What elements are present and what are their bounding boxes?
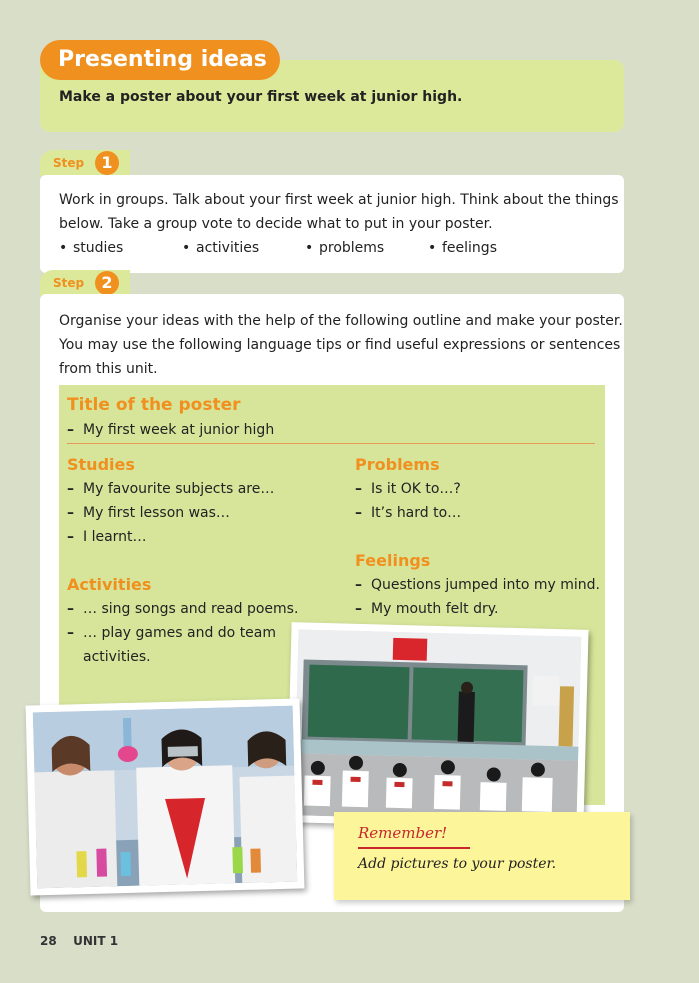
- science-lab-image: [33, 706, 298, 889]
- section-title: Presenting ideas: [40, 40, 280, 80]
- outline-title-heading: Title of the poster: [67, 395, 241, 415]
- list-item: – My favourite subjects are…: [67, 481, 275, 497]
- step1-label: Step: [53, 156, 85, 170]
- list-item: – I learnt…: [67, 529, 147, 545]
- note-title: Remember!: [358, 824, 448, 842]
- step1-text-line2: below. Take a group vote to decide what to put in your poster.: [59, 216, 493, 232]
- problems-heading: Problems: [355, 455, 440, 474]
- step2-text-line1: Organise your ideas with the help of the following outline and make your poster.: [59, 313, 623, 329]
- outline-divider: [67, 443, 595, 444]
- step2-number-icon: 2: [95, 271, 119, 295]
- list-item: – My mouth felt dry.: [355, 601, 499, 617]
- science-lab-photo: [26, 698, 305, 895]
- outline-title-item: – My first week at junior high: [67, 422, 275, 438]
- remember-note: [334, 812, 630, 900]
- bullet-item: • studies: [59, 240, 124, 256]
- page-number: 28: [40, 934, 57, 948]
- page-footer: [40, 934, 118, 948]
- list-item: – It’s hard to…: [355, 505, 462, 521]
- studies-heading: Studies: [67, 455, 135, 474]
- step1-text-line1: Work in groups. Talk about your first week at junior high. Think about the things: [59, 192, 619, 208]
- section-instruction: Make a poster about your first week at junior high.: [59, 89, 463, 105]
- list-item: – Is it OK to…?: [355, 481, 461, 497]
- step2-text-line2: You may use the following language tips or find useful expressions or sentences: [59, 337, 621, 353]
- classroom-image: [294, 629, 582, 822]
- step2-text-line3: from this unit.: [59, 361, 158, 377]
- list-item: – Questions jumped into my mind.: [355, 577, 600, 593]
- classroom-photo: [286, 622, 588, 830]
- bullet-item: • activities: [182, 240, 260, 256]
- activities-heading: Activities: [67, 575, 152, 594]
- step1-number-icon: 1: [95, 151, 119, 175]
- list-item: – My first lesson was…: [67, 505, 230, 521]
- step1-bullets: [59, 236, 599, 260]
- bullet-item: • feelings: [428, 240, 497, 256]
- feelings-heading: Feelings: [355, 551, 431, 570]
- unit-label: UNIT 1: [73, 934, 119, 948]
- list-item: – … sing songs and read poems.: [67, 601, 299, 617]
- bullet-item: • problems: [305, 240, 385, 256]
- note-underline: [358, 847, 470, 849]
- step2-label: Step: [53, 276, 85, 290]
- list-item: – … play games and do team: [67, 625, 277, 641]
- list-item: activities.: [83, 649, 151, 665]
- note-text: Add pictures to your poster.: [358, 856, 557, 872]
